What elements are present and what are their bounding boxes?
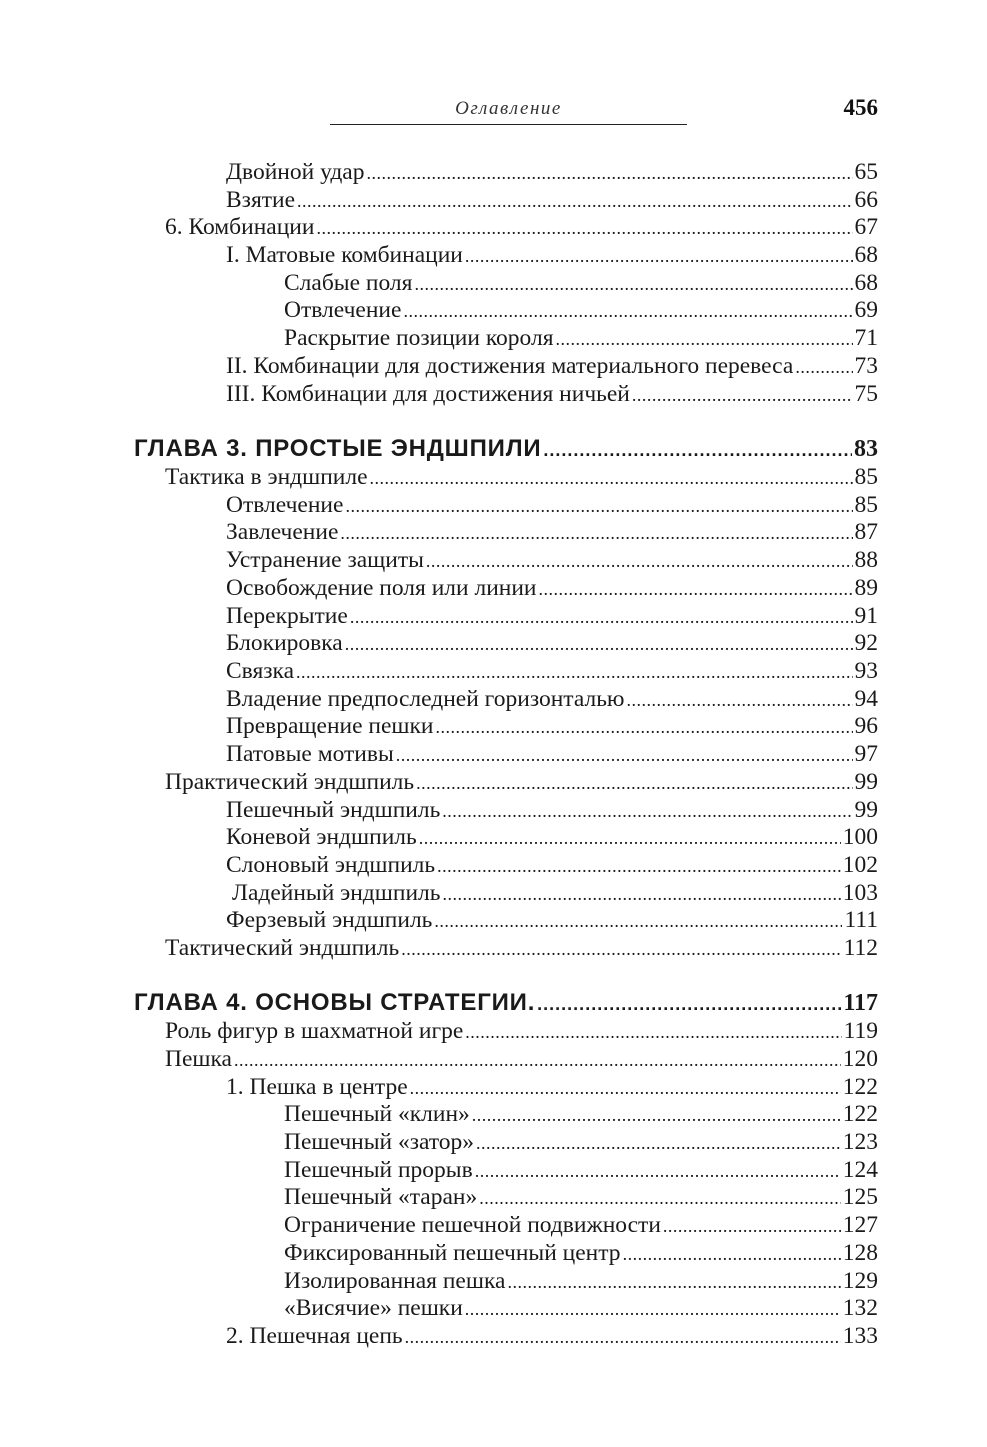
dot-leader bbox=[475, 1157, 841, 1185]
toc-entry-page: 66 bbox=[854, 187, 878, 213]
chapter-page: 117 bbox=[843, 990, 878, 1016]
toc-entry-title: Пешечный прорыв bbox=[284, 1157, 473, 1183]
toc-entry bbox=[165, 1017, 878, 1045]
toc-entry-title: Связка bbox=[226, 658, 295, 684]
dot-leader bbox=[434, 907, 842, 935]
toc-entry-page: 71 bbox=[854, 325, 878, 351]
dot-leader bbox=[476, 1129, 841, 1157]
toc-entry-title: Ограничение пешечной подвижности bbox=[284, 1212, 661, 1238]
toc-entry bbox=[165, 1045, 878, 1073]
toc-entry-page: 85 bbox=[854, 492, 878, 518]
toc-entry-page: 75 bbox=[854, 381, 878, 407]
toc-entry-title: Пешечный «затор» bbox=[284, 1129, 475, 1155]
toc-entry bbox=[226, 574, 878, 602]
toc-entry bbox=[226, 241, 878, 269]
toc-entry-page: 88 bbox=[854, 547, 878, 573]
toc-entry bbox=[232, 879, 878, 907]
toc-entry-title: 2. Пешечная цепь bbox=[226, 1323, 403, 1349]
toc-entry-title: Завлечение bbox=[226, 519, 339, 545]
running-title: Оглавление bbox=[455, 98, 562, 119]
toc-entry bbox=[226, 491, 878, 519]
toc-entry bbox=[226, 823, 878, 851]
toc-entry bbox=[226, 186, 878, 214]
toc-entry-title: Патовые мотивы bbox=[226, 741, 394, 767]
toc-entry-title: Тактика в эндшпиле bbox=[165, 464, 368, 490]
toc-entry bbox=[226, 796, 878, 824]
toc-entry-page: 93 bbox=[854, 658, 878, 684]
toc-entry-title: Взятие bbox=[226, 187, 296, 213]
toc-entry-page: 89 bbox=[854, 575, 878, 601]
toc-entry-title: Практический эндшпиль bbox=[165, 769, 415, 795]
toc-entry-page: 111 bbox=[844, 907, 878, 933]
dot-leader bbox=[419, 824, 841, 852]
toc-entry bbox=[226, 158, 878, 186]
toc-entry-title: Коневой эндшпиль bbox=[226, 824, 417, 850]
toc-entry-title: Пешечный «таран» bbox=[284, 1184, 478, 1210]
dot-leader bbox=[297, 187, 852, 215]
toc-entry bbox=[165, 934, 878, 962]
toc-entry bbox=[226, 657, 878, 685]
toc-entry-page: 99 bbox=[854, 769, 878, 795]
dot-leader bbox=[465, 1295, 841, 1323]
toc-entry bbox=[284, 1294, 878, 1322]
dot-leader bbox=[345, 492, 852, 520]
chapter-title: ГЛАВА 4. ОСНОВЫ СТРАТЕГИИ. bbox=[134, 989, 536, 1016]
toc-entry-title: Пешечный эндшпиль bbox=[226, 797, 441, 823]
dot-leader bbox=[465, 1018, 841, 1046]
toc-entry-page: 85 bbox=[854, 464, 878, 490]
dot-leader bbox=[366, 159, 852, 187]
dot-leader bbox=[795, 353, 852, 381]
toc-entry-page: 92 bbox=[854, 630, 878, 656]
toc-entry bbox=[284, 296, 878, 324]
toc-entry-page: 124 bbox=[842, 1157, 878, 1183]
toc-entry-title: Отвлечение bbox=[284, 297, 402, 323]
dot-leader bbox=[370, 464, 853, 492]
toc-entry bbox=[226, 685, 878, 713]
dot-leader bbox=[436, 713, 853, 741]
toc-entry-title: Фиксированный пешечный центр bbox=[284, 1240, 621, 1266]
dot-leader bbox=[472, 1101, 841, 1129]
toc-entry-title: Перекрытие bbox=[226, 603, 348, 629]
toc-entry bbox=[226, 380, 878, 408]
dot-leader bbox=[234, 1046, 841, 1074]
toc-entry bbox=[284, 269, 878, 297]
toc-entry bbox=[226, 1322, 878, 1350]
toc-entry-title: Владение предпоследней горизонталью bbox=[226, 686, 625, 712]
dot-leader bbox=[296, 658, 852, 686]
dot-leader bbox=[345, 630, 853, 658]
dot-leader bbox=[340, 519, 852, 547]
toc-entry-title: Ладейный эндшпиль bbox=[232, 880, 441, 906]
toc-entry-page: 68 bbox=[854, 270, 878, 296]
toc-entry-title: Устранение защиты bbox=[226, 547, 424, 573]
toc-entry-page: 68 bbox=[854, 242, 878, 268]
toc-entry-page: 119 bbox=[843, 1018, 878, 1044]
dot-leader bbox=[543, 436, 852, 464]
toc-entry-title: «Висячие» пешки bbox=[284, 1295, 463, 1321]
toc-entry-page: 129 bbox=[842, 1268, 878, 1294]
toc-entry-page: 112 bbox=[843, 935, 878, 961]
toc-entry-title: I. Матовые комбинации bbox=[226, 242, 463, 268]
dot-leader bbox=[539, 575, 853, 603]
toc-entry-page: 73 bbox=[854, 353, 878, 379]
page-number: 456 bbox=[843, 95, 878, 120]
toc-entry bbox=[226, 1073, 878, 1101]
chapter-heading bbox=[134, 435, 878, 463]
toc-entry-title: Превращение пешки bbox=[226, 713, 434, 739]
toc-entry-title: Двойной удар bbox=[226, 159, 365, 185]
toc-entry-page: 125 bbox=[842, 1184, 878, 1210]
dot-leader bbox=[442, 797, 852, 825]
dot-leader bbox=[556, 325, 853, 353]
dot-leader bbox=[632, 381, 853, 409]
toc-entry bbox=[226, 352, 878, 380]
dot-leader bbox=[350, 603, 853, 631]
toc-entry bbox=[226, 602, 878, 630]
toc-entry bbox=[284, 1267, 878, 1295]
toc-entry-title: Изолированная пешка bbox=[284, 1268, 506, 1294]
toc-entry bbox=[284, 1156, 878, 1184]
toc-entry-page: 120 bbox=[842, 1046, 878, 1072]
toc-entry-page: 87 bbox=[854, 519, 878, 545]
toc-entry-page: 100 bbox=[842, 824, 878, 850]
dot-leader bbox=[465, 242, 853, 270]
toc-entry-title: 1. Пешка в центре bbox=[226, 1074, 408, 1100]
toc-entry-title: Тактический эндшпиль bbox=[165, 935, 400, 961]
toc-entry-page: 96 bbox=[854, 713, 878, 739]
dot-leader bbox=[442, 880, 840, 908]
toc-entry-page: 127 bbox=[842, 1212, 878, 1238]
toc-entry-page: 94 bbox=[854, 686, 878, 712]
toc-entry-page: 69 bbox=[854, 297, 878, 323]
toc-entry bbox=[284, 1239, 878, 1267]
dot-leader bbox=[403, 297, 852, 325]
toc-entry-title: Раскрытие позиции короля bbox=[284, 325, 554, 351]
dot-leader bbox=[414, 270, 852, 298]
toc-entry-title: Роль фигур в шахматной игре bbox=[165, 1018, 464, 1044]
dot-leader bbox=[316, 214, 852, 242]
toc-entry-page: 128 bbox=[842, 1240, 878, 1266]
toc-entry-page: 91 bbox=[854, 603, 878, 629]
dot-leader bbox=[663, 1212, 841, 1240]
toc-entry-page: 103 bbox=[842, 880, 878, 906]
toc-entry-page: 102 bbox=[842, 852, 878, 878]
toc-entry-title: Пешечный «клин» bbox=[284, 1101, 470, 1127]
dot-leader bbox=[416, 769, 852, 797]
toc-entry-page: 99 bbox=[854, 797, 878, 823]
dot-leader bbox=[401, 935, 841, 963]
toc-entry bbox=[226, 546, 878, 574]
toc-entry-title: Отвлечение bbox=[226, 492, 344, 518]
toc-entry bbox=[284, 1211, 878, 1239]
toc-entry-title: Блокировка bbox=[226, 630, 343, 656]
toc-entry bbox=[284, 1183, 878, 1211]
toc-entry bbox=[226, 629, 878, 657]
chapter-title: ГЛАВА 3. ПРОСТЫЕ ЭНДШПИЛИ bbox=[134, 435, 542, 462]
toc-entry-page: 132 bbox=[842, 1295, 878, 1321]
toc-entry-title: II. Комбинации для достижения материального перевеса bbox=[226, 353, 794, 379]
toc-entry-page: 65 bbox=[854, 159, 878, 185]
toc-entry-title: III. Комбинации для достижения ничьей bbox=[226, 381, 630, 407]
toc-entry-title: Слоновый эндшпиль bbox=[226, 852, 436, 878]
toc-entry-title: Слабые поля bbox=[284, 270, 413, 296]
toc-entry-page: 133 bbox=[842, 1323, 878, 1349]
toc-entry bbox=[226, 712, 878, 740]
toc-entry bbox=[226, 906, 878, 934]
dot-leader bbox=[396, 741, 853, 769]
dot-leader bbox=[437, 852, 841, 880]
toc-entry bbox=[165, 768, 878, 796]
toc-entry bbox=[165, 463, 878, 491]
toc-entry-title: Ферзевый эндшпиль bbox=[226, 907, 433, 933]
toc-entry-title: Освобождение поля или линии bbox=[226, 575, 537, 601]
dot-leader bbox=[410, 1074, 841, 1102]
toc-entry bbox=[284, 1100, 878, 1128]
dot-leader bbox=[626, 686, 852, 714]
toc-entry-page: 122 bbox=[842, 1101, 878, 1127]
dot-leader bbox=[623, 1240, 841, 1268]
dot-leader bbox=[479, 1184, 841, 1212]
toc-entry-title: 6. Комбинации bbox=[165, 214, 315, 240]
toc-entry bbox=[284, 324, 878, 352]
toc-entry-page: 97 bbox=[854, 741, 878, 767]
toc-entry bbox=[284, 1128, 878, 1156]
toc-entry bbox=[226, 740, 878, 768]
toc-entry-page: 67 bbox=[854, 214, 878, 240]
chapter-heading bbox=[134, 989, 878, 1017]
toc-entry bbox=[226, 518, 878, 546]
dot-leader bbox=[537, 990, 841, 1018]
toc-entry-page: 122 bbox=[842, 1074, 878, 1100]
toc-entry-title: Пешка bbox=[165, 1046, 232, 1072]
dot-leader bbox=[426, 547, 853, 575]
toc-entry bbox=[165, 213, 878, 241]
dot-leader bbox=[405, 1323, 841, 1351]
toc-entry-page: 123 bbox=[842, 1129, 878, 1155]
chapter-page: 83 bbox=[854, 436, 878, 462]
dot-leader bbox=[507, 1268, 840, 1296]
toc-entry bbox=[226, 851, 878, 879]
